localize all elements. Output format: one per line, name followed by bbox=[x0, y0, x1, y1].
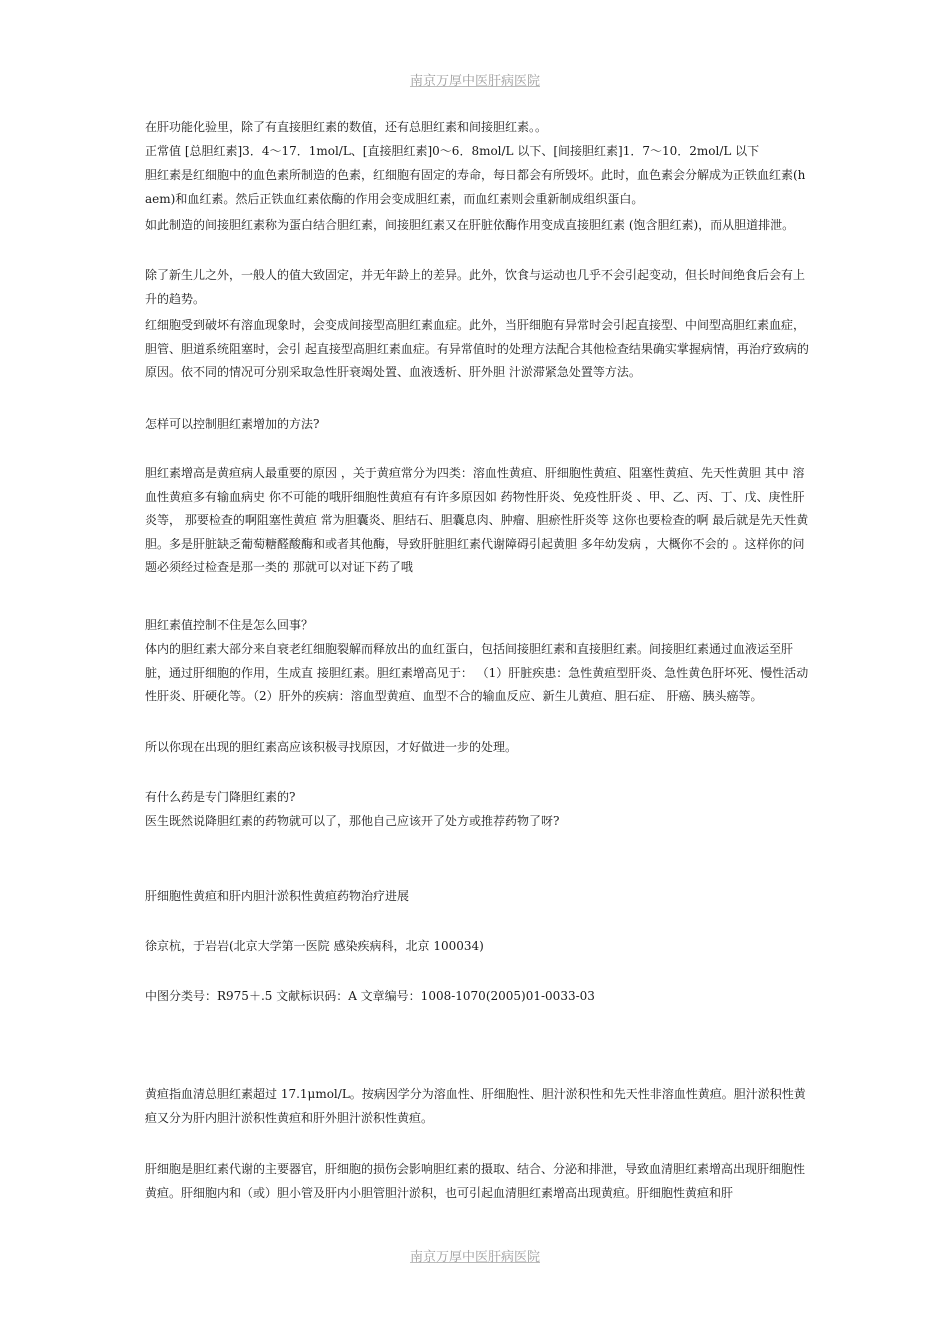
paragraph-age-variation: 除了新生儿之外，一般人的值大致固定，并无年龄上的差异。此外，饮食与运动也几乎不会引起变动，但长时间绝食后会有上升的趋势。 bbox=[145, 268, 806, 306]
question-heading-uncontrolled: 胆红素值控制不住是怎么回事？ bbox=[145, 618, 314, 632]
paragraph-jaundice-types: 胆红素增高是黄疸病人最重要的原因 ，关于黄疸常分为四类：溶血性黄疸、肝细胞性黄疸、阻塞性黄疸、先天性黄胆 其中 溶血性黄疸多有输血病史 你不可能的哦肝细胞性黄疸有有许多原因如 药物性肝炎、免疫性肝炎 、甲、乙、丙、丁、戊、庚性肝炎等， 那要检查的啊阻塞性黄疸 常为胆囊炎、胆结石、胆囊息肉、肿瘤、胆瘀性肝炎等 这你也要检查的啊 最后就是先天性黄胆。多是肝脏缺乏葡萄糖醛酸酶和或者其他酶，导致肝脏胆红素代谢障碍引起黄胆 多年幼发病 ，大概你不会的 。这样你的问题必须经过检查是那一类的 那就可以对证下药了哦 bbox=[145, 466, 809, 574]
footer-text: 南京万厚中医肝病医院 bbox=[409, 1250, 540, 1265]
paragraph-indirect-bilirubin: 如此制造的间接胆红素称为蛋白结合胆红素，间接胆红素又在肝脏依酶作用变成直接胆红素 (饱含胆红素)，而从胆道排泄。 bbox=[145, 218, 795, 232]
paragraph-normal-values: 正常值 [总胆红素]3．4～17．1mol/L、[直接胆红素]0～6．8mol/L 以下、[间接胆红素]1．7～10．2mol/L 以下 bbox=[145, 144, 760, 158]
paragraph-bilirubin-origin: 胆红素是红细胞中的血色素所制造的色素，红细胞有固定的寿命，每日都会有所毁坏。此时，血色素会分解成为正铁血红素(haem)和血红素。然后正铁血红素依酶的作用会变成胆红素，而血红素则会重新制成组织蛋白。 bbox=[145, 168, 806, 206]
paragraph-hemolysis: 红细胞受到破坏有溶血现象时，会变成间接型高胆红素血症。此外，当肝细胞有异常时会引起直接型、中间型高胆红素血症，胆管、胆道系统阻塞时，会引 起直接型高胆红素血症。有异常值时的处理方法配合其他检查结果确实掌握病情，再治疗致病的原因。依不同的情况可分别采取急性肝衰竭处置、血液透析、肝外胆 汁淤滞紧急处置等方法。 bbox=[145, 318, 809, 379]
article-authors: 徐京杭，于岩岩(北京大学第一医院 感染疾病科，北京 100034) bbox=[145, 939, 484, 953]
paragraph-jaundice-definition: 黄疸指血清总胆红素超过 17.1μmol/L。按病因学分为溶血性、肝细胞性、胆汁淤积性和先天性非溶血性黄疸。胆汁淤积性黄疸又分为肝内胆汁淤积性黄疸和肝外胆汁淤积性黄疸。 bbox=[145, 1087, 806, 1125]
article-classification: 中图分类号：R975＋.5 文献标识码：A 文章编号：1008-1070(2005)01-0033-03 bbox=[145, 989, 595, 1003]
page-header bbox=[0, 70, 950, 89]
article-title: 肝细胞性黄疸和肝内胆汁淤积性黄疸药物治疗进展 bbox=[145, 889, 410, 903]
paragraph-bilirubin-source: 体内的胆红素大部分来自衰老红细胞裂解而释放出的血红蛋白，包括间接胆红素和直接胆红素。间接胆红素通过血液运至肝脏，通过肝细胞的作用，生成直 接胆红素。胆红素增高见于： （1）肝脏疾患：急性黄疸型肝炎、急性黄色肝坏死、慢性活动性肝炎、肝硬化等。（2）肝外的疾病：溶血型黄疸、血型不合的输血反应、新生儿黄疸、胆石症、 肝癌、胰头癌等。 bbox=[145, 642, 809, 703]
header-text: 南京万厚中医肝病医院 bbox=[409, 74, 540, 89]
paragraph-hepatocyte: 肝细胞是胆红素代谢的主要器官，肝细胞的损伤会影响胆红素的摄取、结合、分泌和排泄，导致血清胆红素增高出现肝细胞性黄疸。肝细胞内和（或）胆小管及肝内小胆管胆汁淤积，也可引起血清胆红素增高出现黄疸。肝细胞性黄疸和肝 bbox=[145, 1162, 806, 1200]
question-heading-control: 怎样可以控制胆红素增加的方法? bbox=[145, 417, 320, 431]
question-heading-drugs: 有什么药是专门降胆红素的? bbox=[145, 790, 296, 804]
paragraph-intro: 在肝功能化验里，除了有直接胆红素的数值，还有总胆红素和间接胆红素。。 bbox=[145, 120, 548, 134]
page-footer bbox=[0, 1246, 950, 1265]
paragraph-find-cause: 所以你现在出现的胆红素高应该积极寻找原因，才好做进一步的处理。 bbox=[145, 740, 518, 754]
paragraph-doctor-advice: 医生既然说降胆红素的药物就可以了，那他自己应该开了处方或推荐药物了呀? bbox=[145, 814, 560, 828]
